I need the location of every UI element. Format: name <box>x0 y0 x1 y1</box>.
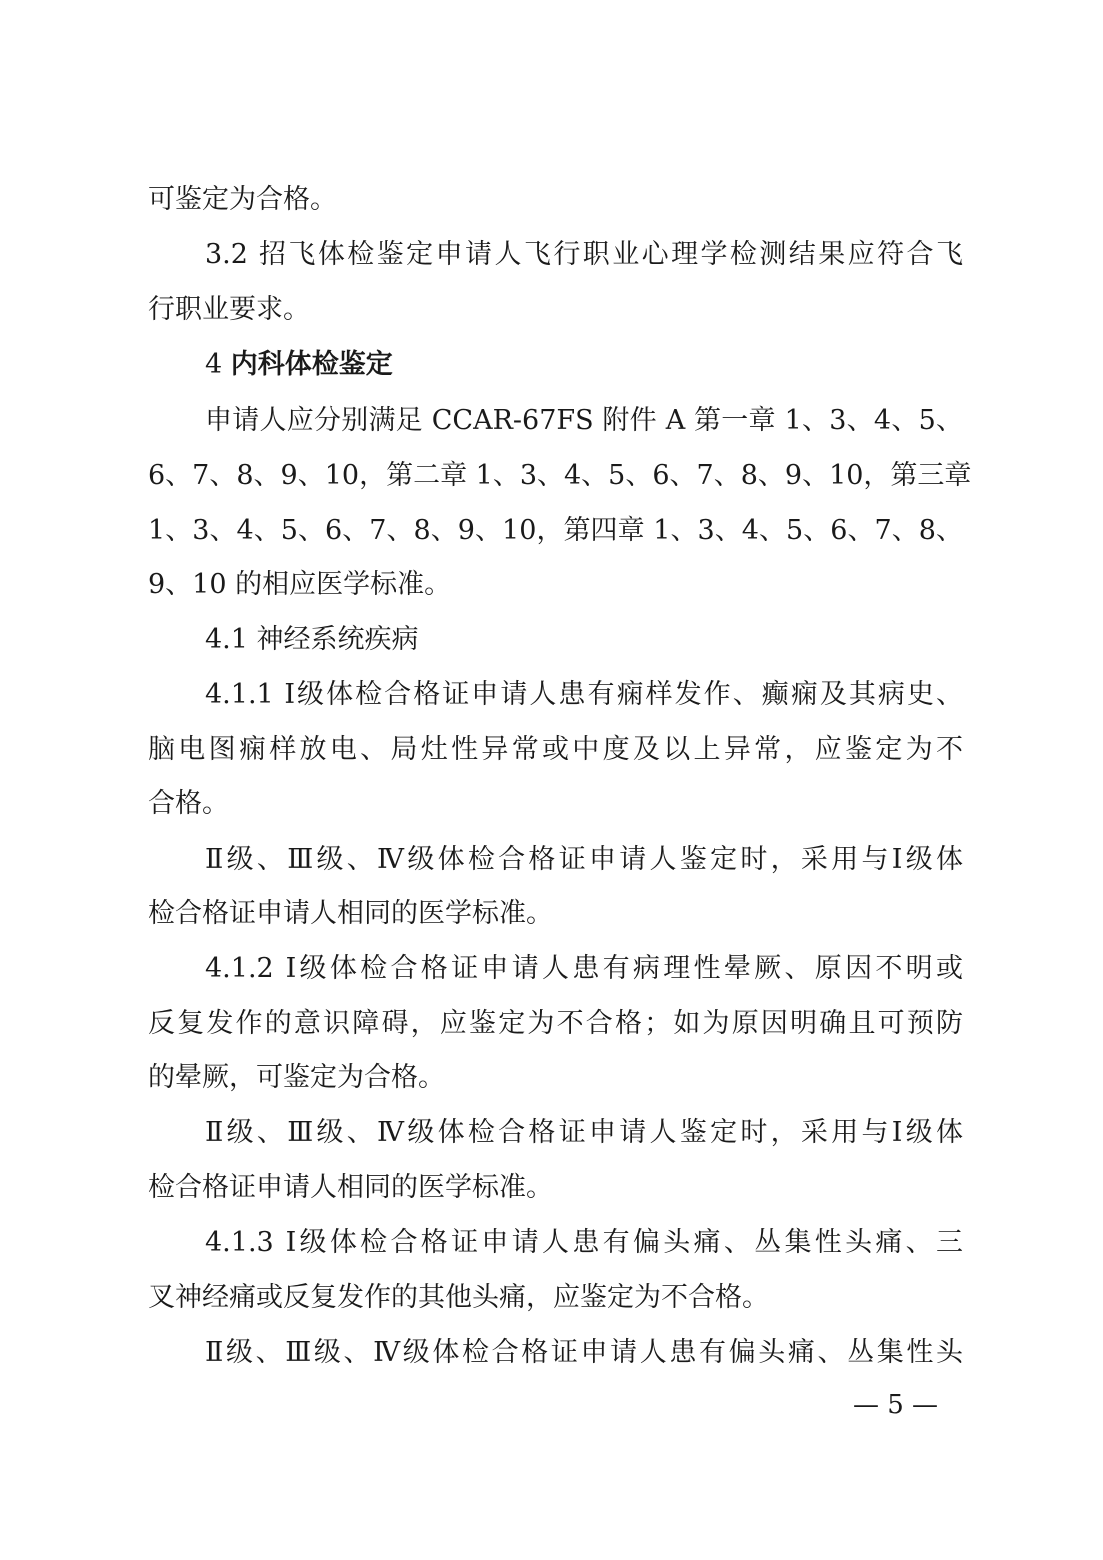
section-heading-title: 内科体检鉴定 <box>230 349 393 380</box>
text-line: 9、10 的相应医学标准。 <box>148 569 452 600</box>
text-line: Ⅱ级、Ⅲ级、Ⅳ级体检合格证申请人鉴定时，采用与Ⅰ级体 <box>205 1117 963 1148</box>
text-line: 可鉴定为合格。 <box>148 184 337 215</box>
text-line: 反复发作的意识障碍，应鉴定为不合格；如为原因明确且可预防 <box>148 1008 963 1039</box>
page-number: — 5 — <box>852 1390 939 1420</box>
text-line: 3.2 招飞体检鉴定申请人飞行职业心理学检测结果应符合飞 <box>205 239 963 270</box>
text-line: 叉神经痛或反复发作的其他头痛，应鉴定为不合格。 <box>148 1282 769 1313</box>
text-line: 行职业要求。 <box>148 294 310 325</box>
text-line: 申请人应分别满足 CCAR-67FS 附件 A 第一章 1、3、4、5、 <box>205 405 963 436</box>
text-line: Ⅱ级、Ⅲ级、Ⅳ级体检合格证申请人鉴定时，采用与Ⅰ级体 <box>205 844 963 875</box>
text-line: 脑电图痫样放电、局灶性异常或中度及以上异常，应鉴定为不 <box>148 734 963 765</box>
subsection-heading: 4.1 神经系统疾病 <box>205 624 419 655</box>
section-heading-number: 4 <box>205 349 223 380</box>
text-line: 合格。 <box>148 788 229 819</box>
text-line: 4.1.1 Ⅰ级体检合格证申请人患有痫样发作、癫痫及其病史、 <box>205 679 963 710</box>
text-line: 检合格证申请人相同的医学标准。 <box>148 898 553 929</box>
text-line: 检合格证申请人相同的医学标准。 <box>148 1172 553 1203</box>
text-line: 4.1.3 Ⅰ级体检合格证申请人患有偏头痛、丛集性头痛、三 <box>205 1227 963 1258</box>
text-line: 6、7、8、9、10，第二章 1、3、4、5、6、7、8、9、10，第三章 <box>148 460 972 491</box>
text-line: 4.1.2 Ⅰ级体检合格证申请人患有病理性晕厥、原因不明或 <box>205 953 963 984</box>
text-line: 的晕厥，可鉴定为合格。 <box>148 1062 445 1093</box>
text-line: 1、3、4、5、6、7、8、9、10，第四章 1、3、4、5、6、7、8、 <box>148 515 963 546</box>
section-heading <box>205 345 963 385</box>
text-line: Ⅱ级、Ⅲ级、Ⅳ级体检合格证申请人患有偏头痛、丛集性头 <box>205 1337 963 1368</box>
